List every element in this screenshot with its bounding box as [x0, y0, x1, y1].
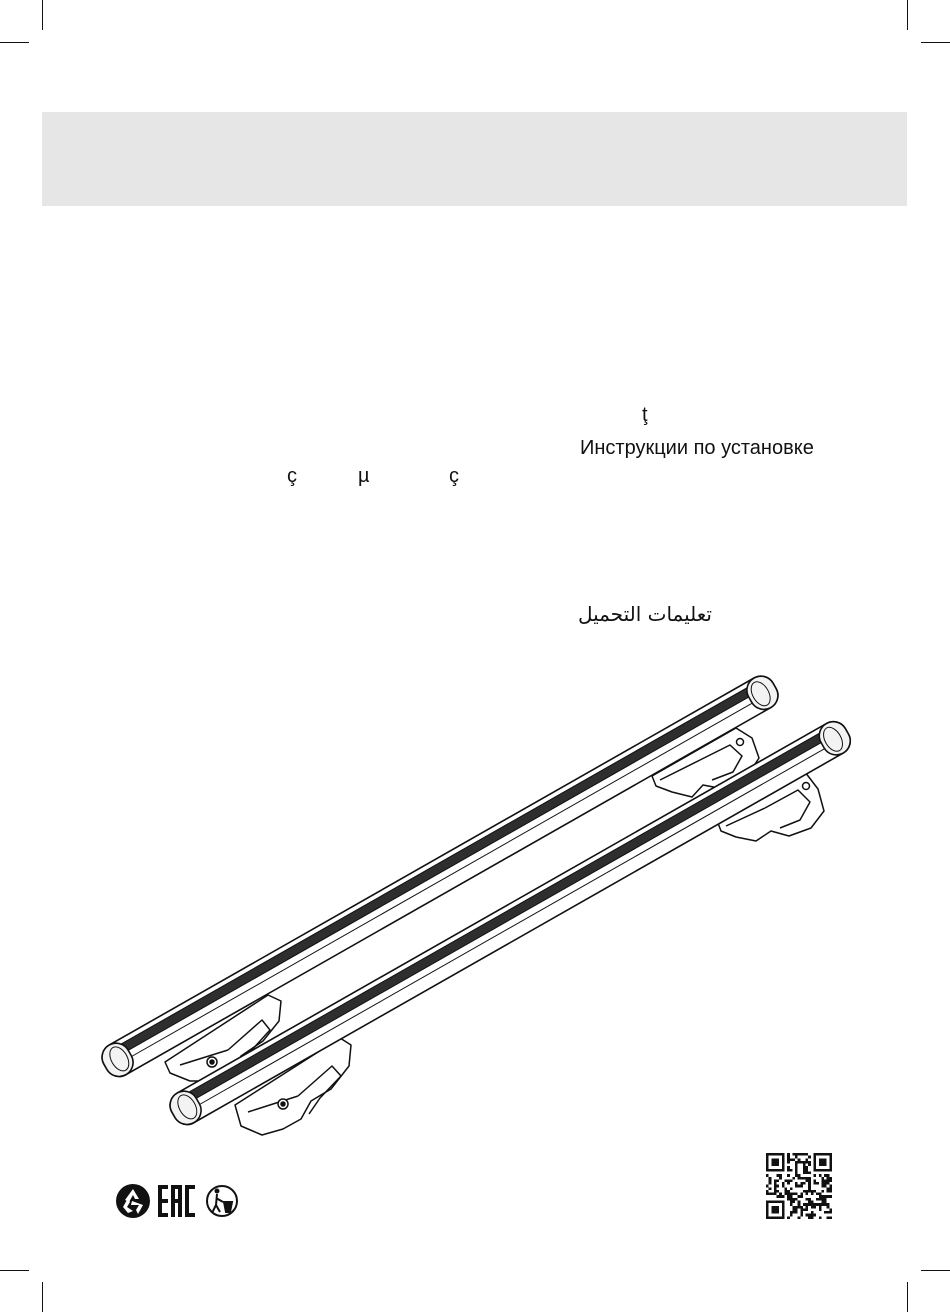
- qr-module: [821, 1190, 824, 1193]
- qr-module: [806, 1214, 809, 1217]
- qr-module: [824, 1174, 827, 1177]
- qr-code: [766, 1153, 832, 1219]
- qr-module: [803, 1153, 806, 1156]
- compliance-marks: [112, 1180, 242, 1222]
- qr-module: [769, 1182, 772, 1185]
- qr-module: [811, 1190, 814, 1193]
- qr-module: [790, 1198, 793, 1201]
- qr-module: [795, 1169, 798, 1172]
- qr-module: [800, 1153, 803, 1156]
- qr-module: [814, 1203, 817, 1206]
- qr-module: [798, 1177, 801, 1180]
- qr-module: [795, 1156, 798, 1159]
- eac-logo: [158, 1185, 195, 1217]
- qr-module: [819, 1208, 822, 1211]
- qr-module: [787, 1156, 790, 1159]
- qr-module: [808, 1203, 811, 1206]
- qr-module: [798, 1161, 801, 1164]
- qr-module: [824, 1195, 827, 1198]
- qr-module: [824, 1198, 827, 1201]
- qr-module: [808, 1216, 811, 1219]
- qr-module: [787, 1195, 790, 1198]
- qr-module: [806, 1161, 809, 1164]
- qr-module: [800, 1195, 803, 1198]
- qr-module: [827, 1174, 830, 1177]
- qr-module: [798, 1203, 801, 1206]
- qr-module: [821, 1201, 824, 1204]
- qr-module: [816, 1182, 819, 1185]
- qr-module: [798, 1153, 801, 1156]
- qr-module: [811, 1214, 814, 1217]
- qr-module: [808, 1161, 811, 1164]
- qr-module: [777, 1185, 780, 1188]
- qr-module: [798, 1195, 801, 1198]
- qr-module: [803, 1166, 806, 1169]
- qr-module: [795, 1193, 798, 1196]
- qr-module: [803, 1169, 806, 1172]
- qr-module: [769, 1177, 772, 1180]
- qr-module: [827, 1177, 830, 1180]
- qr-module: [779, 1195, 782, 1198]
- qr-module: [798, 1206, 801, 1209]
- qr-module: [806, 1158, 809, 1161]
- qr-module: [792, 1211, 795, 1214]
- qr-module: [800, 1177, 803, 1180]
- qr-module: [829, 1177, 832, 1180]
- qr-module: [811, 1201, 814, 1204]
- qr-module: [787, 1179, 790, 1182]
- qr-module: [787, 1169, 790, 1172]
- qr-module: [827, 1179, 830, 1182]
- tidyman-icon: [207, 1186, 237, 1216]
- qr-module: [790, 1179, 793, 1182]
- qr-module: [806, 1198, 809, 1201]
- qr-module: [824, 1211, 827, 1214]
- qr-module: [769, 1187, 772, 1190]
- qr-module: [774, 1193, 777, 1196]
- qr-module: [769, 1193, 772, 1196]
- qr-module: [806, 1208, 809, 1211]
- qr-module: [790, 1193, 793, 1196]
- qr-module: [800, 1161, 803, 1164]
- qr-module: [829, 1211, 832, 1214]
- qr-module: [803, 1182, 806, 1185]
- qr-module: [787, 1193, 790, 1196]
- qr-module: [806, 1206, 809, 1209]
- qr-module: [782, 1185, 785, 1188]
- qr-module: [808, 1177, 811, 1180]
- qr-module: [795, 1208, 798, 1211]
- qr-module: [774, 1179, 777, 1182]
- qr-module: [827, 1211, 830, 1214]
- qr-module: [806, 1179, 809, 1182]
- qr-module: [798, 1216, 801, 1219]
- qr-module: [769, 1179, 772, 1182]
- qr-module: [824, 1179, 827, 1182]
- qr-module: [792, 1198, 795, 1201]
- qr-module: [792, 1193, 795, 1196]
- qr-module: [787, 1166, 790, 1169]
- qr-module: [803, 1164, 806, 1167]
- qr-module: [803, 1177, 806, 1180]
- qr-module: [806, 1190, 809, 1193]
- qr-module: [766, 1185, 769, 1188]
- qr-module: [771, 1206, 779, 1214]
- qr-module: [782, 1195, 785, 1198]
- qr-module: [790, 1195, 793, 1198]
- qr-module: [777, 1190, 780, 1193]
- qr-module: [795, 1164, 798, 1167]
- qr-module: [827, 1203, 830, 1206]
- qr-module: [795, 1185, 798, 1188]
- qr-module: [814, 1174, 817, 1177]
- ar-heading: تعليمات التحميل: [577, 602, 712, 626]
- qr-module: [787, 1198, 790, 1201]
- qr-module: [814, 1214, 817, 1217]
- qr-module: [811, 1211, 814, 1214]
- crossbar-front: [165, 717, 855, 1130]
- qr-module: [811, 1203, 814, 1206]
- qr-module: [829, 1190, 832, 1193]
- qr-module: [798, 1185, 801, 1188]
- qr-module: [792, 1153, 795, 1156]
- qr-module: [803, 1203, 806, 1206]
- qr-module: [795, 1206, 798, 1209]
- qr-module: [774, 1187, 777, 1190]
- qr-module: [800, 1208, 803, 1211]
- qr-module: [784, 1187, 787, 1190]
- qr-module: [821, 1179, 824, 1182]
- qr-module: [806, 1169, 809, 1172]
- qr-module: [816, 1203, 819, 1206]
- qr-module: [800, 1214, 803, 1217]
- qr-module: [824, 1185, 827, 1188]
- qr-module: [808, 1187, 811, 1190]
- qr-module: [824, 1201, 827, 1204]
- qr-module: [777, 1195, 780, 1198]
- qr-module: [795, 1198, 798, 1201]
- qr-module: [787, 1158, 790, 1161]
- qr-module: [798, 1158, 801, 1161]
- qr-module: [808, 1190, 811, 1193]
- qr-module: [808, 1164, 811, 1167]
- qr-module: [811, 1216, 814, 1219]
- qr-module: [814, 1182, 817, 1185]
- qr-module: [803, 1171, 806, 1174]
- qr-module: [808, 1156, 811, 1159]
- qr-module: [808, 1201, 811, 1204]
- qr-module: [827, 1182, 830, 1185]
- qr-module: [790, 1214, 793, 1217]
- glyph-fragment: µ: [358, 465, 370, 487]
- qr-module: [798, 1174, 801, 1177]
- qr-module: [790, 1203, 793, 1206]
- qr-module: [806, 1171, 809, 1174]
- qr-module: [790, 1187, 793, 1190]
- qr-module: [819, 1216, 822, 1219]
- qr-module: [798, 1201, 801, 1204]
- qr-module: [814, 1190, 817, 1193]
- qr-module: [829, 1179, 832, 1182]
- qr-module: [803, 1208, 806, 1211]
- qr-module: [829, 1208, 832, 1211]
- qr-module: [819, 1206, 822, 1209]
- qr-module: [819, 1198, 822, 1201]
- qr-module: [819, 1195, 822, 1198]
- qr-module: [808, 1185, 811, 1188]
- qr-module: [808, 1198, 811, 1201]
- qr-module: [806, 1153, 809, 1156]
- qr-module: [787, 1174, 790, 1177]
- qr-module: [821, 1182, 824, 1185]
- qr-module: [779, 1174, 782, 1177]
- qr-module: [800, 1182, 803, 1185]
- qr-module: [821, 1177, 824, 1180]
- qr-module: [787, 1161, 790, 1164]
- qr-module: [790, 1211, 793, 1214]
- qr-module: [827, 1195, 830, 1198]
- qr-module: [800, 1211, 803, 1214]
- qr-module: [821, 1203, 824, 1206]
- qr-module: [771, 1158, 779, 1166]
- qr-module: [795, 1171, 798, 1174]
- qr-module: [795, 1161, 798, 1164]
- qr-module: [819, 1158, 827, 1166]
- ro-heading-glyph: ţ: [642, 404, 648, 426]
- qr-module: [795, 1153, 798, 1156]
- qr-module: [816, 1198, 819, 1201]
- qr-module: [806, 1193, 809, 1196]
- qr-module: [792, 1201, 795, 1204]
- qr-module: [827, 1190, 830, 1193]
- qr-module: [819, 1174, 822, 1177]
- qr-module: [806, 1166, 809, 1169]
- qr-module: [787, 1153, 790, 1156]
- qr-module: [808, 1179, 811, 1182]
- qr-module: [803, 1161, 806, 1164]
- qr-module: [821, 1198, 824, 1201]
- qr-module: [808, 1171, 811, 1174]
- qr-module: [777, 1179, 780, 1182]
- qr-module: [814, 1206, 817, 1209]
- qr-module: [787, 1182, 790, 1185]
- qr-module: [811, 1206, 814, 1209]
- qr-module: [787, 1190, 790, 1193]
- qr-module: [821, 1185, 824, 1188]
- qr-module: [784, 1190, 787, 1193]
- qr-module: [827, 1187, 830, 1190]
- qr-module: [790, 1169, 793, 1172]
- qr-module: [819, 1193, 822, 1196]
- recycle-icon: [116, 1184, 150, 1218]
- qr-module: [827, 1206, 830, 1209]
- qr-module: [792, 1206, 795, 1209]
- qr-module: [803, 1190, 806, 1193]
- qr-module: [766, 1193, 769, 1196]
- qr-module: [824, 1203, 827, 1206]
- qr-module: [792, 1158, 795, 1161]
- qr-module: [779, 1177, 782, 1180]
- qr-module: [811, 1193, 814, 1196]
- qr-module: [792, 1208, 795, 1211]
- qr-module: [800, 1185, 803, 1188]
- qr-module: [821, 1195, 824, 1198]
- qr-module: [808, 1182, 811, 1185]
- qr-module: [795, 1166, 798, 1169]
- qr-module: [795, 1174, 798, 1177]
- qr-module: [800, 1206, 803, 1209]
- qr-module: [792, 1177, 795, 1180]
- qr-module: [795, 1182, 798, 1185]
- qr-module: [790, 1201, 793, 1204]
- qr-module: [824, 1182, 827, 1185]
- qr-module: [790, 1158, 793, 1161]
- qr-module: [819, 1203, 822, 1206]
- qr-module: [782, 1182, 785, 1185]
- qr-module: [777, 1174, 780, 1177]
- qr-module: [829, 1195, 832, 1198]
- qr-module: [774, 1182, 777, 1185]
- glyph-fragment: ç: [449, 465, 459, 487]
- qr-module: [774, 1185, 777, 1188]
- qr-module: [766, 1190, 769, 1193]
- qr-module: [784, 1193, 787, 1196]
- glyph-fragment: ç: [287, 465, 297, 487]
- qr-module: [814, 1179, 817, 1182]
- qr-module: [784, 1179, 787, 1182]
- qr-module: [795, 1211, 798, 1214]
- crossbar-rear: [97, 671, 783, 1081]
- qr-module: [808, 1214, 811, 1217]
- qr-module: [787, 1216, 790, 1219]
- qr-module: [829, 1185, 832, 1188]
- qr-module: [816, 1193, 819, 1196]
- ru-heading: Инструкции по установке: [580, 437, 814, 459]
- qr-module: [829, 1187, 832, 1190]
- qr-module: [827, 1216, 830, 1219]
- qr-module: [806, 1177, 809, 1180]
- qr-module: [829, 1216, 832, 1219]
- qr-module: [766, 1174, 769, 1177]
- qr-module: [779, 1193, 782, 1196]
- qr-module: [806, 1203, 809, 1206]
- qr-module: [774, 1190, 777, 1193]
- qr-module: [800, 1193, 803, 1196]
- qr-module: [771, 1193, 774, 1196]
